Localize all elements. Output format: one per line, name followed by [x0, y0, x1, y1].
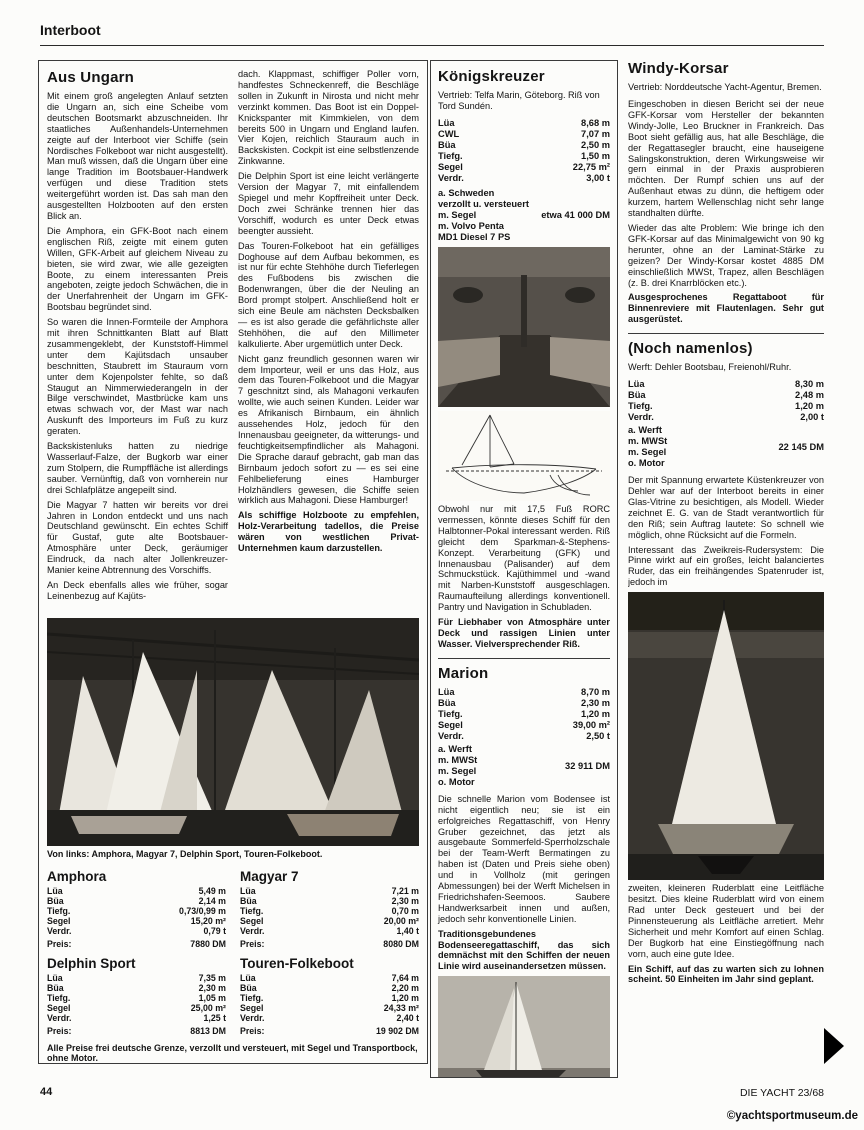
exhibition-hall-photo [47, 618, 419, 846]
spec-table-magyar-7 [240, 862, 419, 949]
paragraph: Die Delphin Sport ist eine leicht verlängerte Version der Magyar 7, mit einfallendem Spiegel und mehr Kopffreiheit unter Deck. Doch zwei Schränke trennen hier das Vorschiff, wodurch es unter Deck etwas beengter aussieht. [238, 171, 419, 236]
spec-row: Lüa 8,30 m [628, 379, 824, 390]
article-title: (Noch namenlos) [628, 340, 753, 358]
page-number: 44 [40, 1086, 53, 1098]
spec-row: Lüa 7,64 m [240, 973, 419, 984]
spec-row: Lüa 8,68 m [438, 118, 610, 128]
price-condition-lines: a. Werft m. MWSt m. Segel o. Motor [628, 425, 668, 469]
spec-row: Segel 15,20 m² [47, 915, 226, 926]
paragraph: Die Amphora, ein GFK-Boot nach einem englischen Riß, zeigte mit einem guten Willen, GFK-Arbeit auf gleichem Niveau zu bieten, sie wird zwar, wie alle gezeigten Boote, zu einem interessanten Preis angeboten, zeigte jedoch Schwächen, die in der Unerfahrenheit der Ungarn im GFK-Bootsbau begründet sind. [47, 225, 228, 313]
spec-row: Tiefg. 0,70 m [240, 905, 419, 916]
price-value: 22 145 DM [778, 442, 824, 453]
spec-table-amphora [47, 862, 226, 949]
article-title: Marion [438, 664, 489, 682]
spec-row: Verdr. 0,79 t [47, 925, 226, 936]
spec-row: Segel 25,00 m² [47, 1003, 226, 1014]
price-condition-line: a. Schweden [438, 188, 495, 198]
spec-row: Verdr. 3,00 t [438, 173, 610, 183]
spec-row: Lüa 5,49 m [47, 886, 226, 896]
spec-row: Tiefg. 1,20 m [628, 401, 824, 412]
spec-row: Büa 2,20 m [240, 983, 419, 994]
spec-row: Segel 39,00 m² [438, 719, 610, 730]
article-koenigskreuzer [430, 60, 618, 1078]
boat-name: Delphin Sport [47, 956, 136, 972]
continuation-arrow-icon [824, 1028, 844, 1064]
price-row: Preis: 8813 DM [47, 1025, 226, 1036]
spec-row: Tiefg. 1,20 m [240, 993, 419, 1004]
watermark: ©yachtsportmuseum.de [726, 1110, 858, 1122]
spec-row: Verdr. 2,00 t [628, 412, 824, 423]
summary-paragraph: Ein Schiff, auf das zu warten sich zu lohnen scheint. 50 Einheiten im Jahr sind geplant. [628, 963, 824, 985]
paragraph: Interessant das Zweikreis-Rudersystem: Die Pinne wirkt auf ein großes, leicht balanciertes Ruder, das ein freihängendes Spatenruder ist, jedoch im [628, 544, 824, 588]
paragraph: Wieder das alte Problem: Wie bringe ich den GFK-Korsar auf das Minimalgewicht von 90 kg herunter, ohne an der Laminat-Stärke zu geizen? Der Windy-Korsar kostet 4885 DM einschließlich MWSt, Trapez, allen Beschlägen (z. B. drei Knarrblöcken etc.). [628, 222, 824, 288]
dehler-boat-photo [628, 592, 824, 880]
price-row: Preis: 19 902 DM [240, 1025, 419, 1036]
article-title: Windy-Korsar [628, 60, 729, 77]
spec-row: Segel 24,33 m² [240, 1003, 419, 1014]
paragraph: Die schnelle Marion vom Bodensee ist nicht eigentlich neu; sie ist ein erfolgreiches Regattaschiff, von Henry Gruber gezeichnet, das jetzt als ausgebaute Sommerfeld-Sperrholzschale bei der Team-Werft Bermatingen zu haben ist (Daten und Preis siehe oben) und in Vollholz (mit geringen Abmessungen) bei der Werft Michelsen in Friedrichshafen-Seemoos. Saubere Handwerksarbeit innen und außen, jedoch sehr konventionelle Linien. [438, 793, 610, 924]
spec-row: Büa 2,14 m [47, 895, 226, 906]
marion-sailing-photo [438, 976, 610, 1078]
price-block [628, 425, 824, 469]
text-column-2 [238, 69, 419, 614]
shipyard-line: Werft: Dehler Bootsbau, Freienohl/Ruhr. [628, 362, 792, 373]
paragraph: So waren die Innen-Formteile der Amphora mit ihren Schnittkanten Blatt auf Blatt zusammengeklebt, der Kunststoff-Himmel unter dem Kajütsdach unsauber beschnitten, Staubrett im Stauraum vorn unter dem Kojenpolster fehlte, so daß Staugut an Nimmerwiederangeln in der Bilge verschwindet, Mastbrücke kam uns etwas schwach vor, der Mast war nach Auskunft des Importeurs im Fuß zu kurz geraten. [47, 317, 228, 437]
spec-table-touren-folkeboot [240, 949, 419, 1036]
price-row: m. Segel etwa 41 000 DM [438, 210, 610, 220]
summary-paragraph: Traditionsgebundenes Bodenseeregattaschiff, das sich demnächst mit den Schiffen der neuen Linie wird auseinandersetzen müssen. [438, 928, 610, 972]
paragraph: zweiten, kleineren Ruderblatt eine Leitfläche besitzt. Dies kleine Ruderblatt wird von einem Rad unter Deck gesteuert und bei der Pinnensteuerung als Leitfläche arretiert. Mehr Sicherheit und mehr Komfort auf einen Schlag. Der Bugkorb hat eine Einstiegöffnung nach vorn, auch eine gute Idee. [628, 883, 824, 959]
article-marion [438, 658, 610, 1078]
spec-row: Segel 22,75 m² [438, 162, 610, 172]
spec-tables [47, 862, 419, 1037]
spec-row: Verdr. 1,40 t [240, 925, 419, 936]
sailplan-drawing [438, 411, 610, 501]
spec-row: Lüa 8,70 m [438, 686, 610, 697]
article-noch-namenlos [628, 340, 824, 985]
engine-line: m. Volvo Penta [438, 221, 504, 231]
article-aus-ungarn [38, 60, 428, 1064]
spec-row: Verdr. 2,50 t [438, 730, 610, 741]
boat-name: Amphora [47, 869, 107, 884]
boat-name: Magyar 7 [240, 869, 299, 884]
spec-row: Tiefg. 1,50 m [438, 151, 610, 161]
paragraph: Der mit Spannung erwartete Küstenkreuzer von Dehler war auf der Interboot bereits in einer Glas-Vitrine zu besichtigen, als Modell. Wieder zeichnet E. G. van de Stadt verantwortlich für den Riß; sein Auftrag lautete: So schnell wie möglich, ohne Rücksicht auf die Formeln. [628, 475, 824, 540]
spec-row: Büa 2,30 m [47, 983, 226, 994]
distributor-line: Vertrieb: Telfa Marin, Göteborg. Riß von Tord Sundén. [438, 90, 600, 111]
spec-row: Tiefg. 1,05 m [47, 993, 226, 1004]
paragraph: Nicht ganz freundlich gesonnen waren wir dem Importeur, weil er uns das Holz, aus dem das Touren-Folkeboot und die Magyar 7 geschnitzt sind, als Mahagoni verkaufen wollte, wie auch seinen Kunden. Leider war es Afrikanisch Birnbaum, ein ähnlich aussehendes Holz, jedoch für den Innenausbau geeigneter, da witterungs- und feuchtigkeitsempfindlicher als Mahagoni. Die Sprache darauf gebracht, gab man das Birnbaum jedoch sofort zu — es sei eine Fehlbelieferung eines Hamburger Holzhändlers gewesen, die Schiffe seien wirklich aus Mahagoni. Diese Hamburger! [238, 353, 419, 506]
paragraph: An Deck ebenfalls alles wie früher, sogar Leinenbezug auf Kajüts- [47, 579, 228, 601]
cabin-interior-photo [438, 247, 610, 407]
spec-row: Segel 20,00 m² [240, 915, 419, 926]
paragraph: Obwohl nur mit 17,5 Fuß RORC vermessen, könnte dieses Schiff für den Halbtonner-Pokal interessant werden. Riß gleicht dem Sparkman-&-Stephens-Konzept. Verarbeitung (GFK) und Innenausbau (Palisander) auf dem Schmuckstück. Kajüthimmel und -wand mit Narben-Kunststoff ausgeschlagen. Raumaufteilung allerdings konventionell. Pantry und Navigation in Schubladen. [438, 504, 610, 613]
price-value: 32 911 DM [565, 760, 610, 771]
paragraph: Das Touren-Folkeboot hat ein gefälliges Doghouse auf dem Aufbau bekommen, es ist nur für echte Stehhöhe durch Tieferlegen des Fußbodens bis zwischen die Bodenwrangen, über die der Neuling an Bord prompt stolpert. Anschließend holt er sich eine Beule am nächsten Decksbalken — es ist also gerade die gefährlichste aller Stehhöhen, die auf den Millimeter kalkulierte. Aber urgemütlich unter Deck. [238, 240, 419, 349]
spec-row: Verdr. 1,25 t [47, 1013, 226, 1024]
spec-row: CWL 7,07 m [438, 129, 610, 139]
distributor-line: Vertrieb: Norddeutsche Yacht-Agentur, Bremen. [628, 82, 822, 92]
photo-caption: Von links: Amphora, Magyar 7, Delphin Sport, Touren-Folkeboot. [47, 849, 323, 859]
paragraph: Backskistenluks hatten zu niedrige Wasserlauf-Falze, der Bugkorb war einer zum Stolpern, die Rumpffläche ist allerdings sauber. Vernünftig, daß von vornherein nur drei Schlafplätze angepeilt sind. [47, 441, 228, 495]
spec-row: Lüa 7,21 m [240, 886, 419, 896]
spec-row: Büa 2,50 m [438, 140, 610, 150]
section-divider [628, 333, 824, 334]
paragraph: Mit einem groß angelegten Anlauf setzten die Ungarn an, sich eine Scheibe vom deutschen Bootsmarkt abzuschneiden. Ihr staatliches Außenhandels-Unternehmen zeigte auf der Interboot vier Schiffe (sein Nordisches Folkeboot war nicht ausgestellt). Man muß wissen, daß die Ungarn über eine lange Tradition im Bootsbauer-Handwerk verfügen und diese Tradition stets weitergeführt worden ist. Das sah man den ausgestellten Holzbooten auf den ersten Blick an. [47, 91, 228, 221]
header-rule [40, 45, 824, 46]
spec-row: Verdr. 2,40 t [240, 1013, 419, 1024]
spec-row: Tiefg. 0,73/0,99 m [47, 905, 226, 916]
paragraph: dach. Klappmast, schiffiger Poller vorn, handfestes Schneckenreff, die Beschläge sollen in Zukunft in Nirosta und nicht mehr verzinkt kommen. Das Boot ist ein Doppel-Knickspanter mit Kimmkielen, von dem bereits 500 in Ungarn und England laufen. Vier Kojen, reichlich Stauraum auch in Backskisten. Cockpit ist eine selbstlenzende Zinkwanne. [238, 69, 419, 167]
price-condition-lines: a. Werft m. MWSt m. Segel o. Motor [438, 743, 478, 787]
summary-paragraph: Für Liebhaber von Atmosphäre unter Deck und rassigen Linien unter Wasser. Vielversprechender Riß. [438, 617, 610, 649]
engine-line: MD1 Diesel 7 PS [438, 232, 511, 242]
spec-row: Tiefg. 1,20 m [438, 708, 610, 719]
price-row: Preis: 7880 DM [47, 938, 226, 949]
summary-paragraph: Als schiffige Holzboote zu empfehlen, Holz-Verarbeitung tadellos, die Preise wären von westlichen Privat-Unternehmen kaum darzustellen. [238, 510, 419, 554]
boat-name: Touren-Folkeboot [240, 956, 354, 972]
price-footnote: Alle Preise frei deutsche Grenze, verzollt und versteuert, mit Segel und Transportbock, ohne Motor. [47, 1042, 418, 1064]
paragraph: Eingeschoben in diesen Bericht sei der neue GFK-Korsar vom Hersteller der bekannten Windy-Jolle, Leo Bruckner in Frankreich. Das Boot sieht gefällig aus, hat alle Beschläge, die der Regattasegler braucht, eine hauseigene Salingskonstruktion, deren Wirkungsweise wir gern einmal in der Praxis ausprobieren möchten. Der Rumpf schien uns auf der Außenhaut etwas zu dünn, die heftigem oder kurzem, hartem Wellenschlag nicht sehr lange standhalten dürfte. [628, 99, 824, 219]
text-column-1 [47, 69, 228, 614]
article-title: Königskreuzer [438, 68, 545, 85]
spec-row: Büa 2,48 m [628, 390, 824, 401]
price-condition-line: verzollt u. versteuert [438, 199, 529, 209]
article-title: Aus Ungarn [47, 69, 135, 86]
paragraph: Die Magyar 7 hatten wir bereits vor drei Jahren in London entdeckt und uns nach Deutschland gewünscht. Ein echtes Schiff für Gustaf, gute alte Bootsbauer-Atmosphäre unter Deck, geräumiger Eindruck, da nach alter Jollenkreuzer-Manier keine Abtrennung des Vorschiffs. [47, 499, 228, 576]
spec-row: Lüa 7,35 m [47, 973, 226, 984]
spec-table-delphin-sport [47, 949, 226, 1036]
magazine-issue: DIE YACHT 23/68 [739, 1087, 824, 1099]
rubric-title: Interboot [40, 22, 101, 38]
summary-paragraph: Ausgesprochenes Regattaboot für Binnenreviere mit Flautenlagen. Sehr gut ausgerüstet. [628, 292, 824, 325]
price-row: Preis: 8080 DM [240, 938, 419, 949]
spec-row: Büa 2,30 m [438, 697, 610, 708]
price-block [438, 744, 610, 788]
article-windy-korsar [628, 60, 824, 1068]
article-text-columns [47, 69, 419, 614]
spec-row: Büa 2,30 m [240, 895, 419, 906]
